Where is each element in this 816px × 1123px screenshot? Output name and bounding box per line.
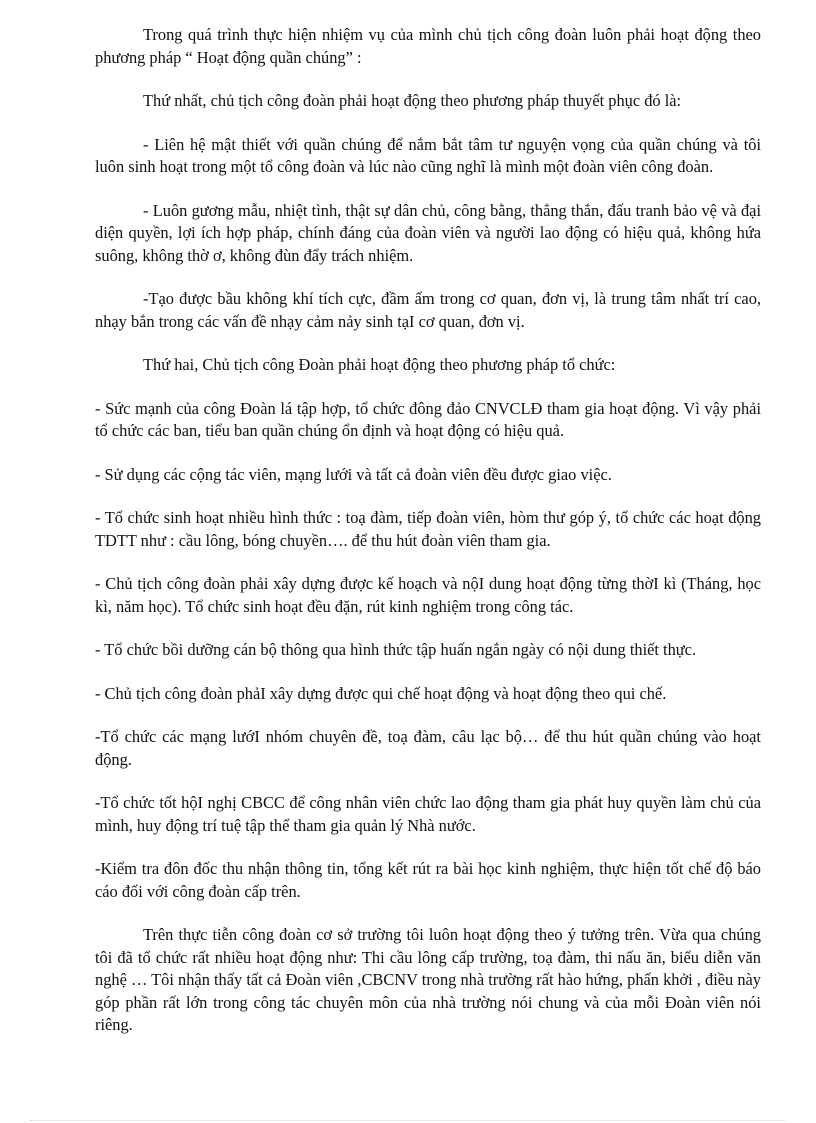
- paragraph-intro: Trong quá trình thực hiện nhiệm vụ của mình chủ tịch công đoàn luôn phải hoạt động theo phương pháp “ Hoạt động quần chúng” :: [95, 25, 761, 67]
- paragraph-second-method: Thứ hai, Chủ tịch công Đoàn phải hoạt động theo phương pháp tổ chức:: [143, 355, 616, 374]
- paragraph-bullet-regulations: - Chủ tịch công đoàn phảI xây dựng được qui chế hoạt động và hoạt động theo qui chế.: [95, 683, 667, 703]
- paragraph-bullet-activities: - Tổ chức sinh hoạt nhiều hình thức : toạ đàm, tiếp đoàn viên, hòm thư góp ý, tổ chức các hoạt động TDTT như : cầu lông, bóng chuyền…. để thu hút đoàn viên tham gia.: [95, 508, 761, 550]
- page-bottom-rule: [30, 1120, 786, 1121]
- paragraph-bullet-atmosphere: -Tạo được bầu không khí tích cực, đầm ấm trong cơ quan, đơn vị, là trung tâm nhất trí cao, nhạy bắn trong các vấn đề nhạy cảm nảy sinh tạI cơ quan, đơn vị.: [95, 289, 761, 331]
- paragraph-bullet-planning: - Chủ tịch công đoàn phải xây dựng được kế hoạch và nộI dung hoạt động từng thờI kì (Tháng, học kì, năm học). Tổ chức sinh hoạt đều đặn, rút kinh nghiệm trong công tác.: [95, 574, 761, 616]
- paragraph-bullet-conference: -Tổ chức tốt hộI nghị CBCC để công nhân viên chức lao động tham gia phát huy quyền làm chủ của mình, huy động trí tuệ tập thể tham gia quản lý Nhà nước.: [95, 793, 761, 835]
- document-page: [95, 24, 761, 1058]
- paragraph-bullet-training: - Tổ chức bồi dưỡng cán bộ thông qua hình thức tập huấn ngắn ngày có nội dung thiết thực.: [95, 640, 697, 659]
- paragraph-bullet-contact: - Liên hệ mật thiết với quần chúng để nắm bắt tâm tư nguyện vọng của quần chúng và tôi luôn sinh hoạt trong một tổ công đoàn và lúc nào cũng nghĩ là mình một đoàn viên công đoàn.: [95, 134, 761, 176]
- paragraph-first-method: Thứ nhất, chủ tịch công đoàn phải hoạt động theo phương pháp thuyết phục đó là:: [143, 91, 682, 110]
- paragraph-bullet-inspection: -Kiểm tra đôn đốc thu nhận thông tin, tổng kết rút ra bài học kinh nghiệm, thực hiện tốt chế độ báo cáo đối với công đoàn cấp trên.: [95, 859, 761, 901]
- paragraph-practice: Trên thực tiễn công đoàn cơ sở trường tôi luôn hoạt động theo ý tưởng trên. Vừa qua chúng tôi đã tổ chức rất nhiều hoạt động như: Thi cầu lông cấp trường, toạ đàm, thi nấu ăn, biểu diễn văn nghệ … Tôi nhận thấy tất cả Đoàn viên ,CBCNV trong nhà trường rất hào hứng, phấn khởi , điều này góp phần rất lớn trong công tác chuyên môn của nhà trường nói chung và của mỗi Đoàn viên nói riêng.: [95, 925, 761, 1034]
- paragraph-bullet-exemplary: - Luôn gương mẫu, nhiệt tình, thật sự dân chủ, công bằng, thẳng thắn, đấu tranh bảo vệ và đại diện quyền, lợi ích hợp pháp, chính đáng của đoàn viên và người lao động có hiệu quả, không hứa suông, không thờ ơ, không đùn đẩy trách nhiệm.: [95, 200, 761, 265]
- paragraph-bullet-strength: - Sức mạnh của công Đoàn lá tập hợp, tổ chức đông đảo CNVCLĐ tham gia hoạt động. Vì vậy phải tổ chức các ban, tiểu ban quần chúng ổn định và hoạt động có hiệu quả.: [95, 398, 761, 440]
- paragraph-bullet-collaborators: - Sử dụng các cộng tác viên, mạng lưới và tất cả đoàn viên đều được giao việc.: [95, 464, 612, 484]
- paragraph-bullet-networks: -Tổ chức các mạng lướI nhóm chuyên đề, toạ đàm, câu lạc bộ… để thu hút quần chúng vào hoạt động.: [95, 727, 761, 769]
